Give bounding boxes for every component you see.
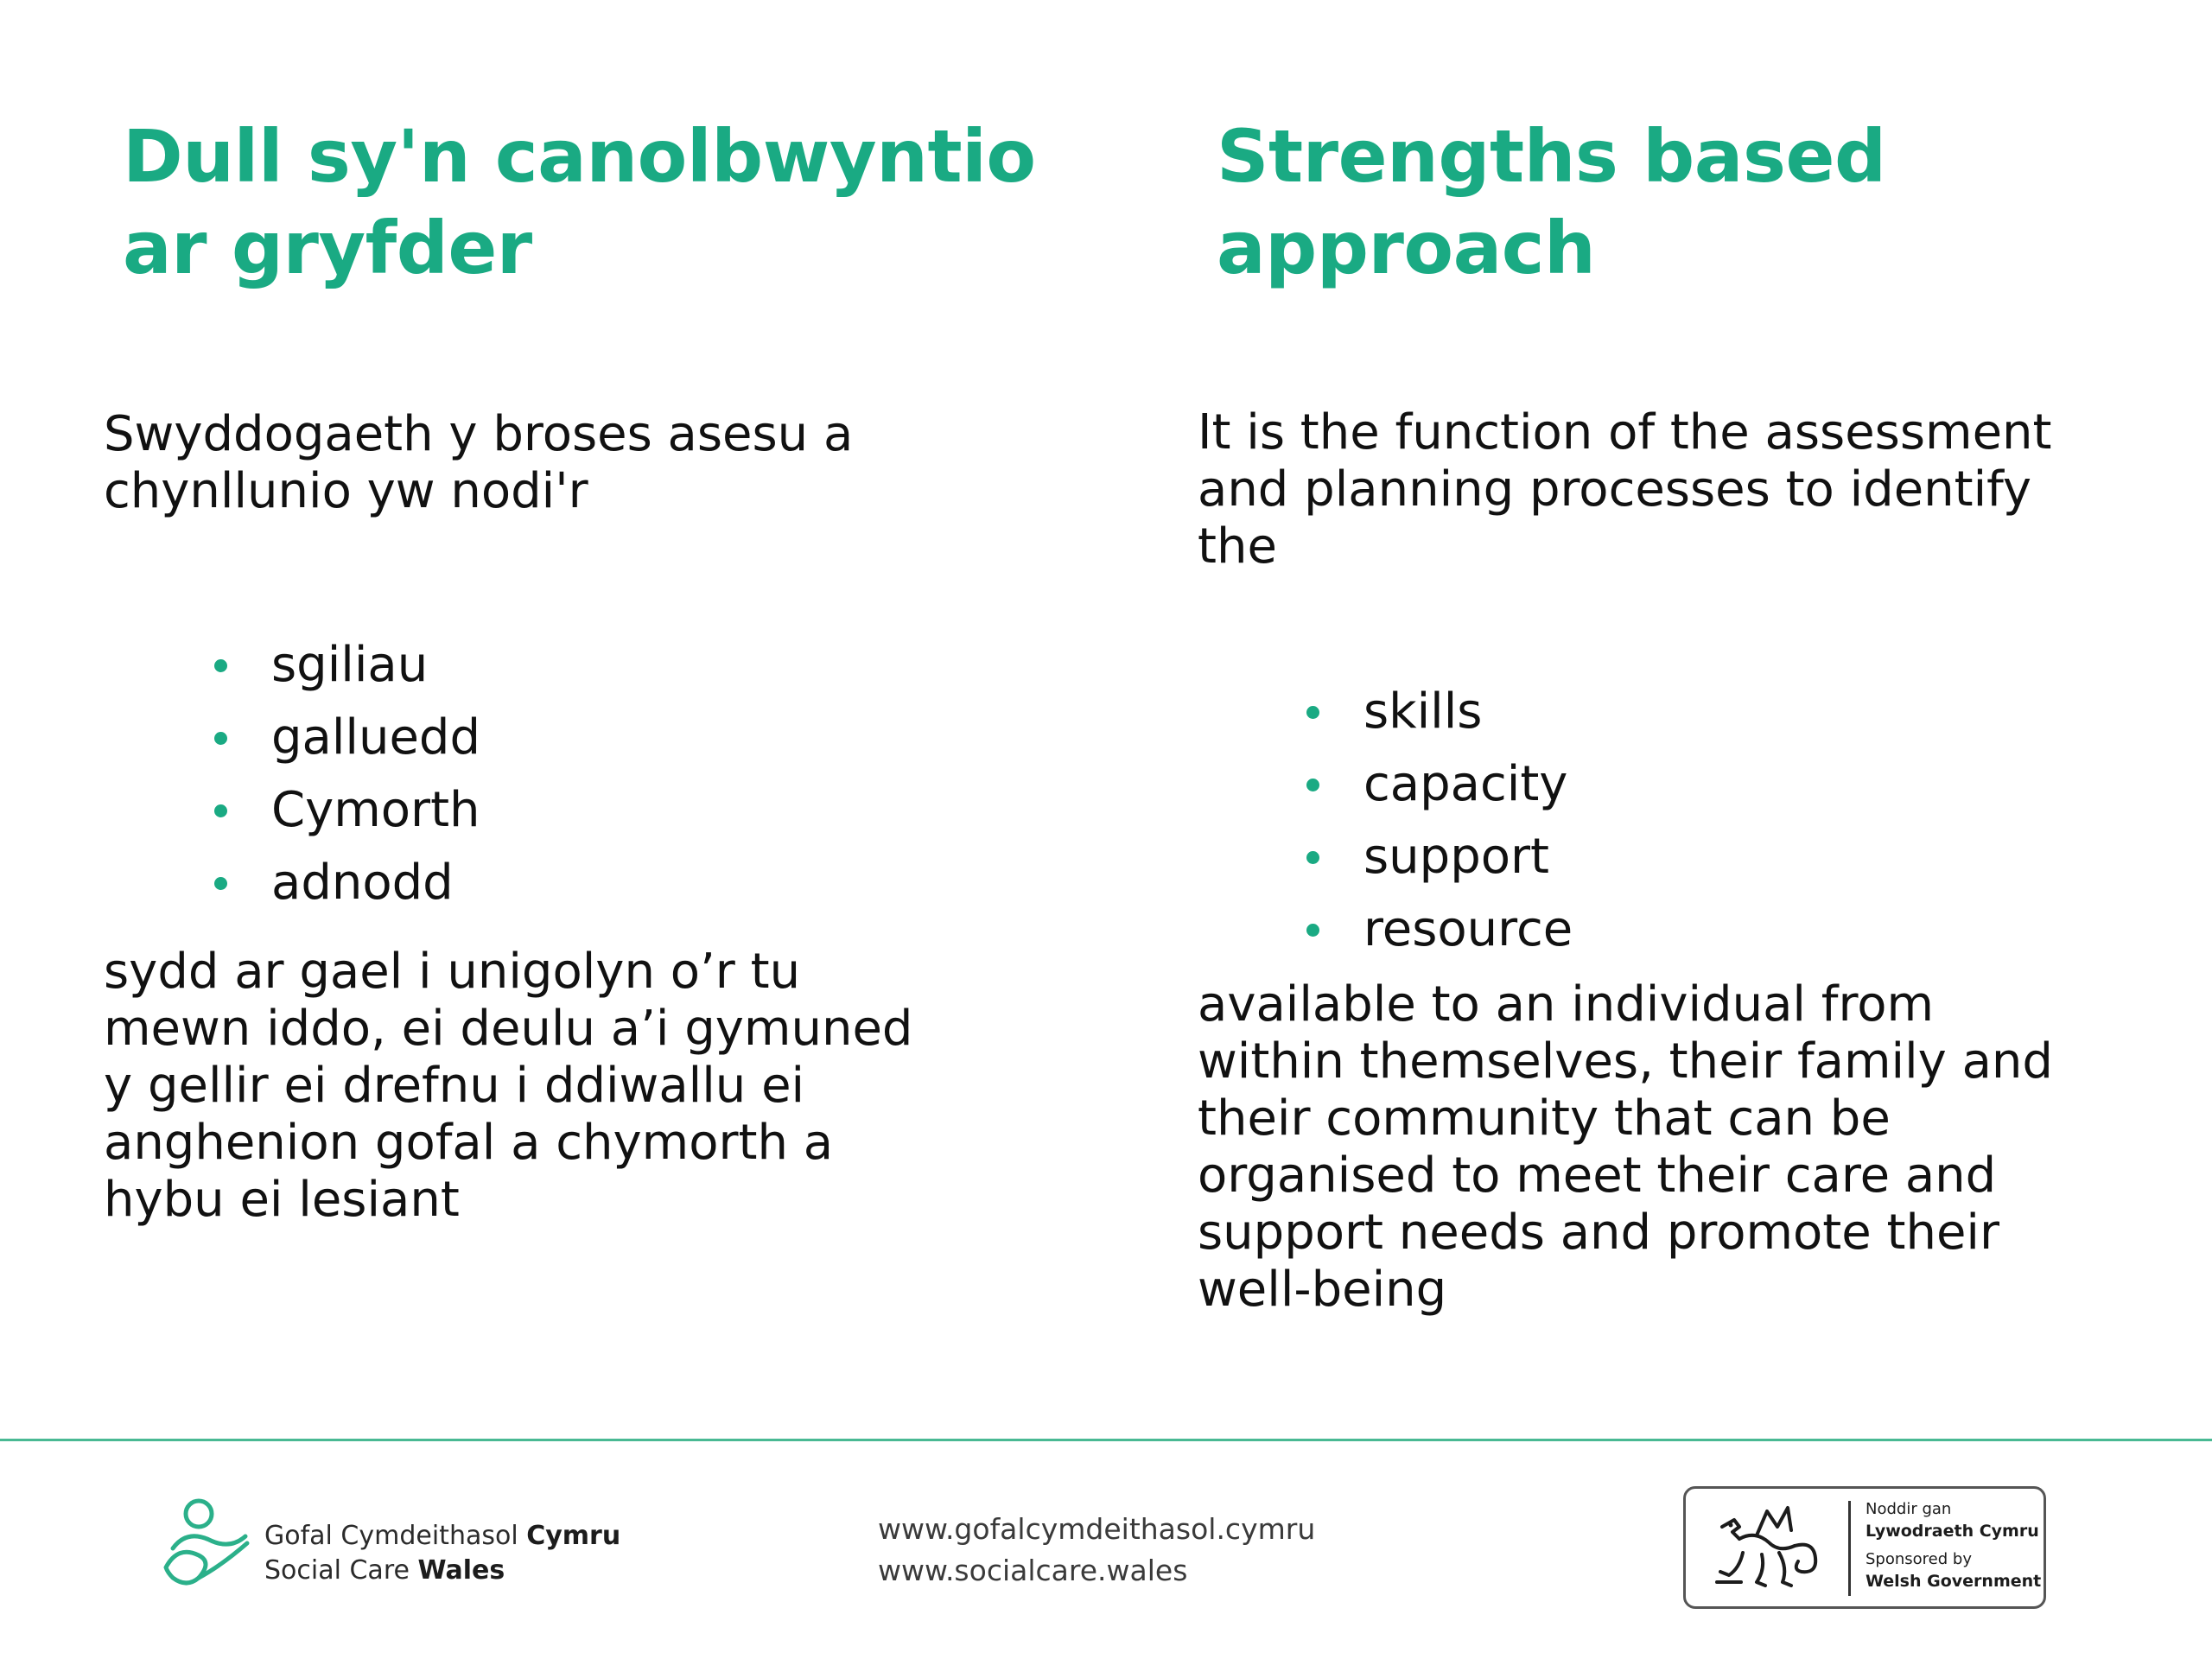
bullet-dot-icon: [1306, 851, 1319, 864]
sponsor-label-welsh: Noddir gan: [1866, 1500, 1952, 1518]
bullet-dot-icon: [1306, 706, 1319, 719]
english-outro-line: within themselves, their family and: [1198, 1033, 2053, 1090]
english-title-line-2: approach: [1217, 206, 1596, 290]
welsh-bullet-text: sgiliau: [271, 637, 429, 693]
welsh-bullet-item: [211, 774, 480, 847]
english-outro: [1198, 976, 2070, 1319]
social-care-wales-logo: [161, 1495, 645, 1599]
logo-welsh-bold: Cymru: [526, 1521, 621, 1551]
logo-english-regular: Social Care: [264, 1555, 418, 1586]
english-outro-line: organised to meet their care and: [1198, 1147, 1997, 1204]
sponsor-org-english: Welsh Government: [1866, 1572, 2042, 1591]
bullet-dot-icon: [214, 804, 227, 817]
logo-line-welsh: [264, 1519, 620, 1554]
english-outro-line: available to an individual from: [1198, 976, 1935, 1033]
welsh-intro: [104, 406, 968, 520]
sponsor-org-welsh: Lywodraeth Cymru: [1866, 1522, 2039, 1541]
english-bullet-text: support: [1363, 829, 1550, 885]
badge-text: [1866, 1499, 2041, 1592]
bullet-dot-icon: [214, 877, 227, 890]
welsh-outro-line: hybu ei lesiant: [104, 1172, 460, 1228]
badge-divider: [1848, 1501, 1851, 1596]
welsh-outro: [104, 944, 976, 1229]
bullet-dot-icon: [214, 659, 227, 672]
bullet-dot-icon: [1306, 779, 1319, 791]
english-title: [1217, 111, 2081, 294]
bullet-dot-icon: [214, 732, 227, 745]
welsh-bullet-text: galluedd: [271, 709, 481, 766]
footer-divider: [0, 1439, 2212, 1441]
english-intro-line-3: the: [1198, 518, 1277, 575]
logo-english-bold: Wales: [417, 1555, 505, 1586]
english-bullet-item: [1303, 893, 1573, 966]
welsh-outro-line: y gellir ei drefnu i ddiwallu ei: [104, 1058, 805, 1114]
welsh-intro-line-2: chynllunio yw nodi'r: [104, 463, 588, 519]
welsh-title-line-2: ar gryfder: [123, 206, 532, 290]
logo-welsh-regular: Gofal Cymdeithasol: [264, 1521, 527, 1551]
english-outro-line: their community that can be: [1198, 1090, 1891, 1147]
bullet-dot-icon: [1306, 924, 1319, 937]
english-intro-line-1: It is the function of the assessment: [1198, 404, 2052, 461]
english-outro-line: well-being: [1198, 1262, 1447, 1318]
welsh-outro-line: anghenion gofal a chymorth a: [104, 1115, 834, 1171]
welsh-bullet-text: Cymorth: [271, 782, 480, 838]
english-bullet-item: [1303, 821, 1573, 893]
social-care-wales-logo-icon: [161, 1495, 256, 1590]
welsh-title: [123, 111, 1125, 294]
welsh-bullet-item: [211, 847, 480, 919]
welsh-bullet-item: [211, 629, 480, 702]
welsh-bullet-text: adnodd: [271, 855, 454, 911]
english-bullet-text: capacity: [1363, 756, 1568, 812]
english-title-line-1: Strengths based: [1217, 114, 1886, 199]
english-bullet-item: [1303, 676, 1573, 748]
welsh-dragon-icon: [1705, 1501, 1834, 1596]
english-url-link[interactable]: www.socialcare.wales: [878, 1554, 1188, 1587]
welsh-intro-line-1: Swyddogaeth y broses asesu a: [104, 406, 854, 462]
welsh-bullet-list: [211, 629, 480, 919]
english-bullet-text: resource: [1363, 901, 1573, 957]
sponsor-label-english: Sponsored by: [1866, 1550, 1972, 1568]
english-bullet-item: [1303, 748, 1573, 821]
social-care-wales-logo-text: [264, 1519, 620, 1588]
welsh-government-sponsor-badge: [1683, 1486, 2046, 1609]
english-intro-line-2: and planning processes to identify: [1198, 461, 2032, 518]
english-bullet-list: [1303, 676, 1573, 966]
logo-line-english: [264, 1554, 620, 1588]
english-bullet-text: skills: [1363, 683, 1483, 740]
welsh-outro-line: mewn iddo, ei deulu a’i gymuned: [104, 1001, 913, 1057]
welsh-url-link[interactable]: www.gofalcymdeithasol.cymru: [878, 1512, 1316, 1546]
english-outro-line: support needs and promote their: [1198, 1205, 1999, 1261]
welsh-title-line-1: Dull sy'n canolbwyntio: [123, 114, 1036, 199]
welsh-outro-line: sydd ar gael i unigolyn o’r tu: [104, 944, 801, 1000]
english-intro: [1198, 404, 2062, 575]
footer-urls: [878, 1509, 1315, 1592]
welsh-bullet-item: [211, 702, 480, 774]
